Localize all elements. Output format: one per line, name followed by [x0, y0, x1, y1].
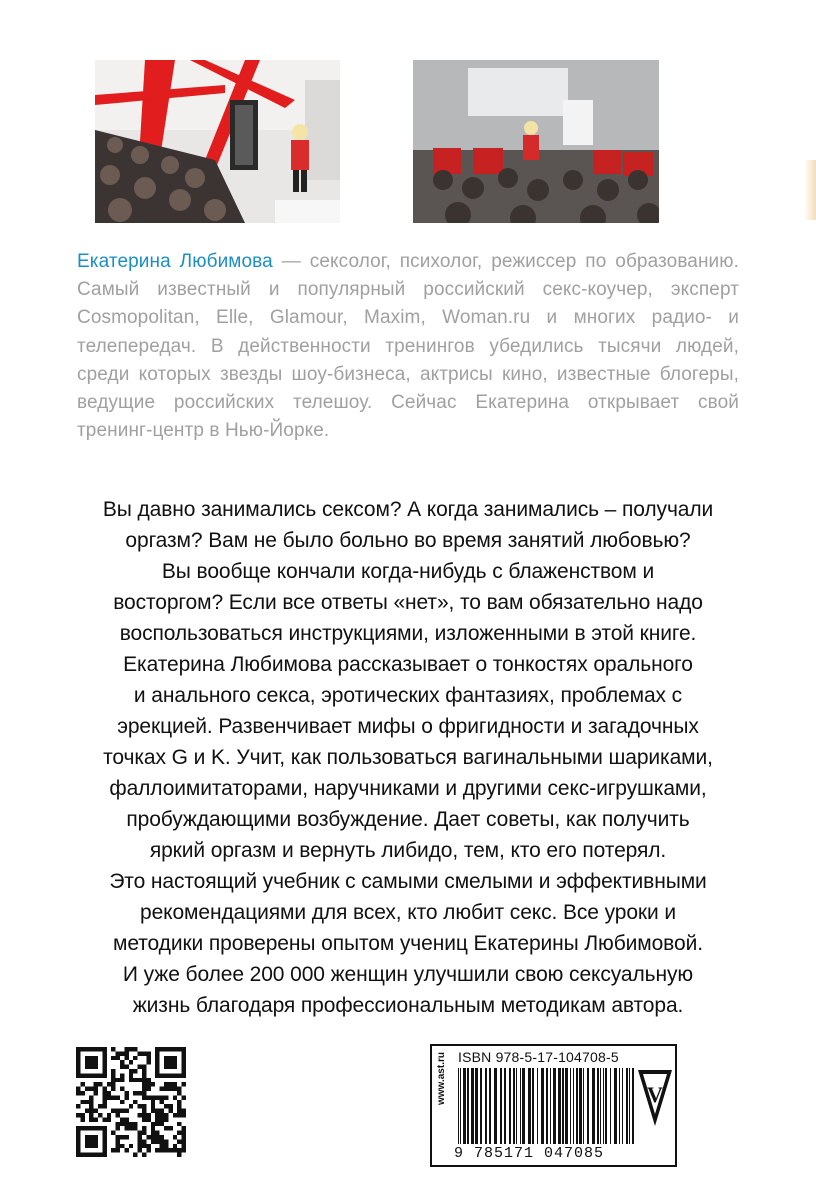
description-line: эрекцией. Развенчивает мифы о фригидности и загадочных	[117, 715, 699, 738]
description-line: воспользоваться инструкциями, изложенными в этой книге.	[119, 622, 697, 645]
isbn-label: ISBN 978-5-17-104708-5	[458, 1049, 619, 1065]
description-line: фаллоимитаторами, наручниками и другими секс-игрушками,	[109, 777, 707, 800]
author-bio	[77, 248, 739, 445]
qr-code-icon[interactable]	[76, 1047, 186, 1157]
page-edge-shadow	[804, 160, 816, 220]
description-line: Это настоящий учебник с самыми смелыми и эффективными	[109, 870, 707, 893]
description-line: и анального секса, эротических фантазиях, проблемах с	[133, 684, 683, 707]
isbn-barcode-block	[430, 1044, 677, 1167]
barcode-bars	[458, 1068, 638, 1144]
description-line: восторгом? Если все ответы «нет», то вам обязательно надо	[113, 591, 703, 614]
description-line: Вы давно занимались сексом? А когда занимались – получали	[102, 498, 714, 521]
author-name: Екатерина Любимова	[77, 251, 273, 272]
publisher-logo-letter: V	[647, 1082, 663, 1107]
description-line: жизнь благодаря профессиональным методикам автора.	[132, 994, 684, 1017]
description-line: И уже более 200 000 женщин улучшили свою сексуальную	[122, 963, 694, 986]
description-line: методики проверены опытом учениц Екатерины Любимовой.	[113, 932, 703, 955]
description-line: Екатерина Любимова рассказывает о тонкостях орального	[123, 653, 693, 676]
description-line: Вы вообще кончали когда-нибудь с блаженством и	[161, 560, 655, 583]
publisher-site: www.ast.ru	[436, 1052, 447, 1105]
description-line: оргазм? Вам не было больно во время занятий любовью?	[125, 529, 691, 552]
publisher-logo-icon	[636, 1068, 674, 1130]
seminar-photo-left	[95, 60, 340, 223]
author-bio-text: — сексолог, психолог, режиссер по образованию. Самый известный и популярный российский секс-коучер, эксперт Cosmopolitan, Elle, Glamour, Maxim, Woman.ru и многих радио- и телепередач. В действенности тренингов убедились тысячи людей, среди которых звезды шоу-бизнеса, актрисы кино, известные блогеры, ведущие российских телешоу. Сейчас Екатерина открывает свой тренинг-центр в Нью-Йорке.	[77, 251, 740, 442]
description-line: рекомендациями для всех, кто любит секс. Все уроки и	[140, 901, 676, 924]
description-line: точках G и K. Учит, как пользоваться вагинальными шариками,	[103, 746, 713, 769]
description-line: пробуждающими возбуждение. Дает советы, как получить	[126, 808, 690, 831]
ean-number: 9 785171 047085	[454, 1145, 605, 1162]
description-line: яркий оргазм и вернуть либидо, тем, кто его потерял.	[149, 839, 667, 862]
seminar-photo-right	[413, 60, 659, 223]
book-description	[40, 494, 776, 1021]
